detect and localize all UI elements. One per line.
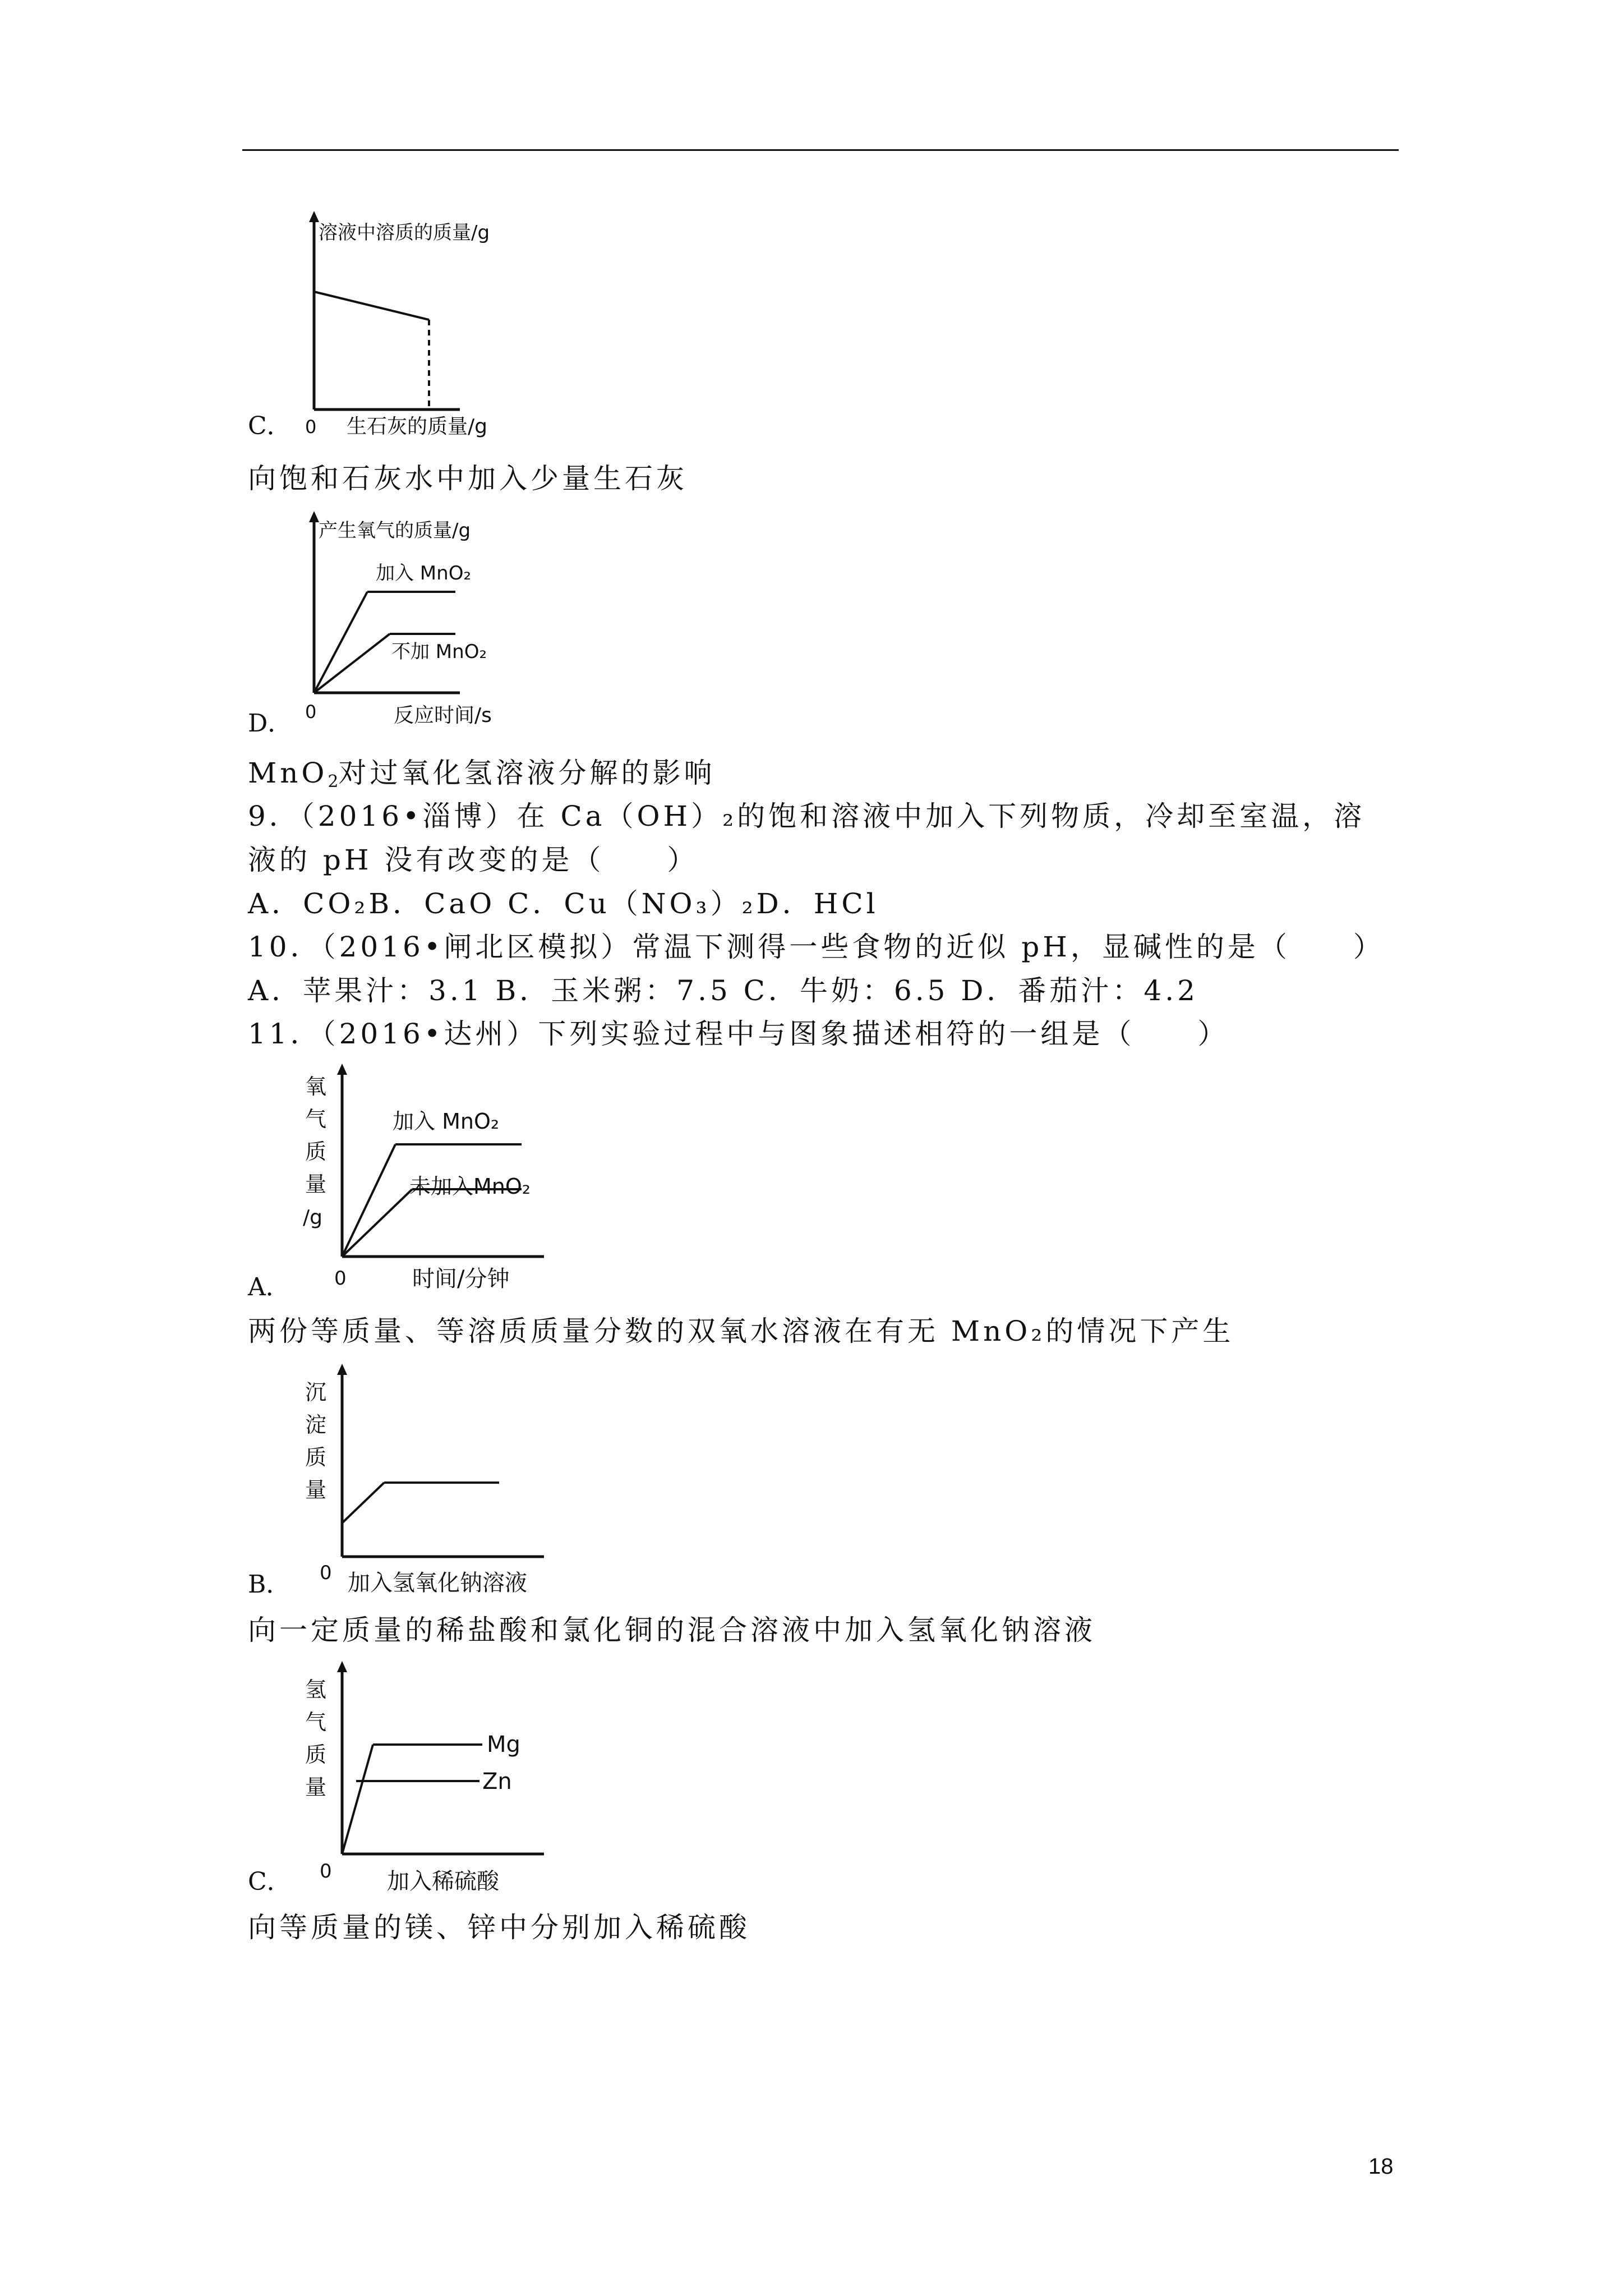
ylabel-char-1: 沉	[305, 1380, 327, 1405]
ylabel-char-3: 质	[305, 1445, 327, 1470]
q11-b-caption: 向一定质量的稀盐酸和氯化铜的混合溶液中加入氢氧化钠溶液	[248, 1614, 1096, 1646]
ylabel-char-1: 氢	[305, 1677, 327, 1702]
lower-label: 不加 MnO₂	[391, 641, 487, 663]
q10-line1: 10．（2016•闸北区模拟）常温下测得一些食物的近似 pH，显碱性的是（ ）	[248, 931, 1385, 963]
q9-line2: 液的 pH 没有改变的是（ ）	[248, 844, 699, 876]
upper-label: 加入 MnO₂	[376, 562, 472, 585]
header-rule	[242, 149, 1399, 151]
page-number: 18	[1368, 2154, 1394, 2179]
q11-a-caption: 两份等质量、等溶质质量分数的双氧水溶液在有无 MnO₂的情况下产生	[248, 1315, 1234, 1347]
caption-sub: 2	[328, 772, 339, 792]
ylabel-char-4: 量	[305, 1775, 327, 1800]
graph-mno2-effect	[280, 508, 561, 743]
q11-a-label: A．	[248, 1273, 291, 1301]
ylabel-char-2: 气	[305, 1107, 327, 1131]
q9-options: A．CO₂B．CaO C．Cu（NO₃）₂D．HCl	[248, 887, 879, 920]
graph-q11-c	[297, 1658, 611, 1904]
xlabel: 时间/分钟	[412, 1266, 510, 1292]
ylabel-char-1: 氧	[305, 1074, 327, 1099]
q8-option-d-label: D．	[248, 709, 293, 738]
xlabel: 反应时间/s	[394, 704, 492, 727]
ylabel-char-3: 质	[305, 1742, 327, 1767]
ylabel-char-4: 量	[305, 1172, 327, 1197]
graph-q11-b	[297, 1360, 611, 1607]
graph-q11-a	[297, 1060, 611, 1307]
q9-line1: 9．（2016•淄博）在 Ca（OH）₂的饱和溶液中加入下列物质，冷却至室温，溶	[248, 800, 1366, 832]
ylabel-char-4: 量	[305, 1478, 327, 1502]
xlabel: 加入稀硫酸	[387, 1869, 499, 1894]
upper-label: 加入 MnO₂	[393, 1109, 500, 1134]
lower-label: Zn	[482, 1769, 512, 1795]
q8-option-c-caption: 向饱和石灰水中加入少量生石灰	[248, 462, 688, 495]
ylabel-char-2: 气	[305, 1710, 327, 1734]
q11-b-label: B．	[248, 1570, 291, 1599]
ylabel: 溶液中溶质的质量/g	[319, 222, 490, 244]
lower-label: 未加入MnO₂	[409, 1174, 531, 1199]
caption-rest: 对过氧化氢溶液分解的影响	[338, 757, 716, 789]
q8-option-d-caption	[248, 757, 715, 798]
q11-stem: 11．（2016•达州）下列实验过程中与图象描述相符的一组是（ ）	[248, 1018, 1229, 1050]
origin: 0	[305, 416, 317, 438]
ylabel-char-2: 淀	[305, 1412, 327, 1437]
ylabel: 产生氧气的质量/g	[319, 519, 471, 542]
upper-label: Mg	[487, 1732, 520, 1757]
ylabel-char-3: 质	[305, 1139, 327, 1164]
q8-option-c-label: C．	[248, 412, 292, 440]
origin: 0	[305, 701, 317, 723]
origin: 0	[334, 1267, 347, 1290]
xlabel: 加入氢氧化钠溶液	[348, 1570, 527, 1596]
q11-c-label: C．	[248, 1867, 292, 1896]
q11-c-caption: 向等质量的镁、锌中分别加入稀硫酸	[248, 1911, 750, 1944]
q10-options: A．苹果汁：3.1 B．玉米粥：7.5 C．牛奶：6.5 D．番茄汁：4.2	[248, 974, 1198, 1007]
caption-mno: MnO	[248, 757, 328, 789]
xlabel: 生石灰的质量/g	[347, 415, 487, 438]
graph-lime-water	[280, 208, 561, 443]
ylabel-char-5: /g	[303, 1206, 322, 1229]
origin: 0	[320, 1860, 332, 1883]
origin: 0	[320, 1562, 332, 1584]
